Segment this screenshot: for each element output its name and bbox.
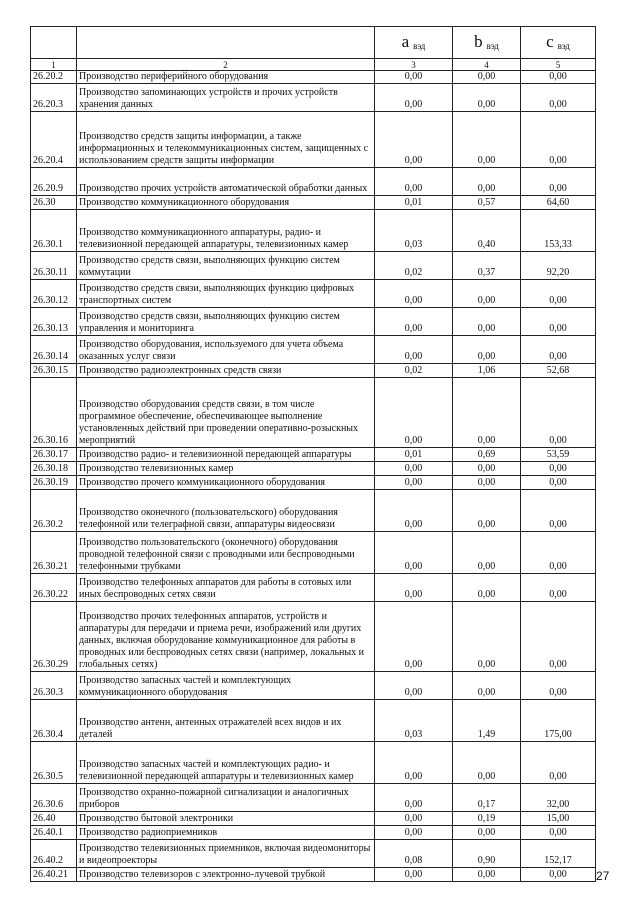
- row-name: Производство бытовой электроники: [77, 812, 375, 826]
- value-b: 0,00: [453, 490, 521, 532]
- value-b: 0,19: [453, 812, 521, 826]
- value-a: 0,00: [375, 602, 453, 672]
- row-name: Производство пользовательского (оконечного) оборудования проводной телефонной связи с проводными или беспроводными телефонными трубками: [77, 532, 375, 574]
- value-b: 0,37: [453, 252, 521, 280]
- column-header-row: [31, 27, 596, 59]
- value-b: 0,00: [453, 280, 521, 308]
- column-number: 3: [375, 59, 453, 71]
- value-a: 0,00: [375, 84, 453, 112]
- table-row: [31, 700, 596, 742]
- value-a: 0,00: [375, 672, 453, 700]
- value-a: 0,00: [375, 280, 453, 308]
- value-a: 0,00: [375, 826, 453, 840]
- table-row: [31, 602, 596, 672]
- header-b: b $_{вэд}$: [453, 27, 521, 59]
- value-a: 0,00: [375, 476, 453, 490]
- value-c: 0,00: [521, 84, 596, 112]
- value-c: 152,17: [521, 840, 596, 868]
- row-name: Производство оборудования, используемого для учета объема оказанных услуг связи: [77, 336, 375, 364]
- table-row: [31, 71, 596, 84]
- table-row: [31, 168, 596, 196]
- row-name: Производство оборудования средств связи, в том числе программное обеспечение, обеспечивающее выполнение установленных действий при проведении оперативно-розыскных мероприятий: [77, 378, 375, 448]
- value-a: 0,00: [375, 71, 453, 84]
- column-number: 4: [453, 59, 521, 71]
- value-b: 0,90: [453, 840, 521, 868]
- table-row: [31, 196, 596, 210]
- value-b: 0,00: [453, 168, 521, 196]
- row-code: 26.20.9: [31, 168, 77, 196]
- row-code: 26.30.18: [31, 462, 77, 476]
- value-a: 0,00: [375, 112, 453, 168]
- value-c: 0,00: [521, 532, 596, 574]
- row-name: Производство антенн, антенных отражателей всех видов и их деталей: [77, 700, 375, 742]
- row-name: Производство оконечного (пользовательского) оборудования телефонной или телеграфной связи, аппаратуры видеосвязи: [77, 490, 375, 532]
- row-name: Производство прочего коммуникационного оборудования: [77, 476, 375, 490]
- value-c: 64,60: [521, 196, 596, 210]
- table-row: [31, 490, 596, 532]
- value-b: 0,00: [453, 602, 521, 672]
- row-name: Производство средств связи, выполняющих функцию цифровых транспортных систем: [77, 280, 375, 308]
- column-number: 2: [77, 59, 375, 71]
- row-code: 26.40.1: [31, 826, 77, 840]
- table-row: [31, 448, 596, 462]
- value-b: 0,00: [453, 336, 521, 364]
- row-code: 26.20.4: [31, 112, 77, 168]
- value-a: 0,01: [375, 196, 453, 210]
- value-c: 0,00: [521, 476, 596, 490]
- row-name: Производство радиоприемников: [77, 826, 375, 840]
- value-b: 0,69: [453, 448, 521, 462]
- value-c: 52,68: [521, 364, 596, 378]
- value-c: 0,00: [521, 672, 596, 700]
- value-a: 0,03: [375, 700, 453, 742]
- value-a: 0,00: [375, 308, 453, 336]
- value-c: 0,00: [521, 378, 596, 448]
- row-name: Производство средств связи, выполняющих функцию систем управления и мониторинга: [77, 308, 375, 336]
- value-a: 0,02: [375, 364, 453, 378]
- row-code: 26.30.6: [31, 784, 77, 812]
- value-a: 0,00: [375, 784, 453, 812]
- value-c: 0,00: [521, 602, 596, 672]
- table-row: [31, 812, 596, 826]
- table-row: [31, 868, 596, 882]
- value-b: 0,57: [453, 196, 521, 210]
- value-b: 0,00: [453, 308, 521, 336]
- value-a: 0,00: [375, 742, 453, 784]
- value-b: 0,00: [453, 868, 521, 882]
- row-code: 26.30.2: [31, 490, 77, 532]
- value-c: 53,59: [521, 448, 596, 462]
- row-name: Производство телефонных аппаратов для работы в сотовых или иных беспроводных сетях связи: [77, 574, 375, 602]
- table-row: [31, 462, 596, 476]
- table-row: [31, 742, 596, 784]
- table-row: [31, 826, 596, 840]
- table-row: [31, 84, 596, 112]
- value-c: 0,00: [521, 826, 596, 840]
- table-row: [31, 112, 596, 168]
- row-code: 26.30.1: [31, 210, 77, 252]
- value-b: 0,00: [453, 84, 521, 112]
- value-c: 0,00: [521, 71, 596, 84]
- column-number: 1: [31, 59, 77, 71]
- row-name: Производство телевизоров с электронно-лучевой трубкой: [77, 868, 375, 882]
- header-a: a $_{вэд}$: [375, 27, 453, 59]
- value-a: 0,00: [375, 812, 453, 826]
- value-c: 0,00: [521, 308, 596, 336]
- row-name: Производство прочих телефонных аппаратов, устройств и аппаратуры для передачи и приема речи, изображений или других данных, включая оборудование коммуникационное для работы в проводных или беспроводных сетях связи (например, локальных и глобальных сетях): [77, 602, 375, 672]
- value-c: 15,00: [521, 812, 596, 826]
- row-code: 26.20.2: [31, 71, 77, 84]
- row-code: 26.30.22: [31, 574, 77, 602]
- row-code: 26.40.21: [31, 868, 77, 882]
- row-code: 26.30.19: [31, 476, 77, 490]
- value-a: 0,00: [375, 336, 453, 364]
- value-c: 0,00: [521, 112, 596, 168]
- table-row: [31, 476, 596, 490]
- value-b: 0,40: [453, 210, 521, 252]
- row-code: 26.40.2: [31, 840, 77, 868]
- value-c: 92,20: [521, 252, 596, 280]
- table-row: [31, 672, 596, 700]
- value-c: 0,00: [521, 168, 596, 196]
- value-b: 0,00: [453, 378, 521, 448]
- value-c: 32,00: [521, 784, 596, 812]
- value-a: 0,00: [375, 378, 453, 448]
- table-row: [31, 364, 596, 378]
- row-code: 26.30.21: [31, 532, 77, 574]
- value-c: 0,00: [521, 574, 596, 602]
- value-b: 0,00: [453, 574, 521, 602]
- row-name: Производство средств связи, выполняющих функцию систем коммутации: [77, 252, 375, 280]
- page-number: 27: [596, 869, 610, 883]
- value-b: 0,00: [453, 672, 521, 700]
- row-code: 26.30: [31, 196, 77, 210]
- row-name: Производство радиоэлектронных средств связи: [77, 364, 375, 378]
- value-b: 0,00: [453, 742, 521, 784]
- value-a: 0,00: [375, 532, 453, 574]
- value-b: 0,00: [453, 532, 521, 574]
- row-code: 26.30.29: [31, 602, 77, 672]
- table-row: [31, 840, 596, 868]
- table-row: [31, 574, 596, 602]
- header-c: c $_{вэд}$: [521, 27, 596, 59]
- value-b: 0,00: [453, 826, 521, 840]
- value-b: 0,17: [453, 784, 521, 812]
- row-name: Производство запасных частей и комплектующих коммуникационного оборудования: [77, 672, 375, 700]
- column-number: 5: [521, 59, 596, 71]
- row-code: 26.30.3: [31, 672, 77, 700]
- row-name: Производство коммуникационного оборудования: [77, 196, 375, 210]
- table-row: [31, 308, 596, 336]
- row-name: Производство радио- и телевизионной передающей аппаратуры: [77, 448, 375, 462]
- value-c: 175,00: [521, 700, 596, 742]
- value-a: 0,02: [375, 252, 453, 280]
- table-row: [31, 532, 596, 574]
- value-a: 0,00: [375, 462, 453, 476]
- value-b: 0,00: [453, 71, 521, 84]
- row-name: Производство телевизионных приемников, включая видеомониторы и видеопроекторы: [77, 840, 375, 868]
- value-b: 1,06: [453, 364, 521, 378]
- header-name: [77, 27, 375, 59]
- row-name: Производство охранно-пожарной сигнализации и аналогичных приборов: [77, 784, 375, 812]
- column-number-row: [31, 59, 596, 71]
- value-c: 0,00: [521, 742, 596, 784]
- row-code: 26.30.14: [31, 336, 77, 364]
- row-code: 26.30.15: [31, 364, 77, 378]
- table-row: [31, 252, 596, 280]
- row-code: 26.30.13: [31, 308, 77, 336]
- value-c: 0,00: [521, 868, 596, 882]
- row-code: 26.30.5: [31, 742, 77, 784]
- value-b: 0,00: [453, 462, 521, 476]
- coefficient-table: [30, 26, 596, 882]
- value-a: 0,01: [375, 448, 453, 462]
- row-code: 26.30.16: [31, 378, 77, 448]
- row-code: 26.30.11: [31, 252, 77, 280]
- row-code: 26.30.17: [31, 448, 77, 462]
- value-b: 0,00: [453, 476, 521, 490]
- value-a: 0,08: [375, 840, 453, 868]
- value-c: 153,33: [521, 210, 596, 252]
- value-a: 0,03: [375, 210, 453, 252]
- row-code: 26.30.12: [31, 280, 77, 308]
- value-a: 0,00: [375, 574, 453, 602]
- row-name: Производство прочих устройств автоматической обработки данных: [77, 168, 375, 196]
- row-code: 26.40: [31, 812, 77, 826]
- row-name: Производство телевизионных камер: [77, 462, 375, 476]
- value-c: 0,00: [521, 490, 596, 532]
- table-row: [31, 336, 596, 364]
- row-name: Производство периферийного оборудования: [77, 71, 375, 84]
- value-c: 0,00: [521, 336, 596, 364]
- value-b: 0,00: [453, 112, 521, 168]
- header-code: [31, 27, 77, 59]
- table-row: [31, 378, 596, 448]
- value-b: 1,49: [453, 700, 521, 742]
- row-code: 26.30.4: [31, 700, 77, 742]
- row-name: Производство коммуникационного аппаратуры, радио- и телевизионной передающей аппаратуры, телевизионных камер: [77, 210, 375, 252]
- value-a: 0,00: [375, 168, 453, 196]
- table-row: [31, 784, 596, 812]
- table-row: [31, 280, 596, 308]
- table-row: [31, 210, 596, 252]
- row-name: Производство средств защиты информации, а также информационных и телекоммуникационных систем, защищенных с использованием средств защиты информации: [77, 112, 375, 168]
- value-c: 0,00: [521, 280, 596, 308]
- row-name: Производство запоминающих устройств и прочих устройств хранения данных: [77, 84, 375, 112]
- value-a: 0,00: [375, 868, 453, 882]
- value-a: 0,00: [375, 490, 453, 532]
- row-name: Производство запасных частей и комплектующих радио- и телевизионной передающей аппаратуры и телевизионных камер: [77, 742, 375, 784]
- value-c: 0,00: [521, 462, 596, 476]
- row-code: 26.20.3: [31, 84, 77, 112]
